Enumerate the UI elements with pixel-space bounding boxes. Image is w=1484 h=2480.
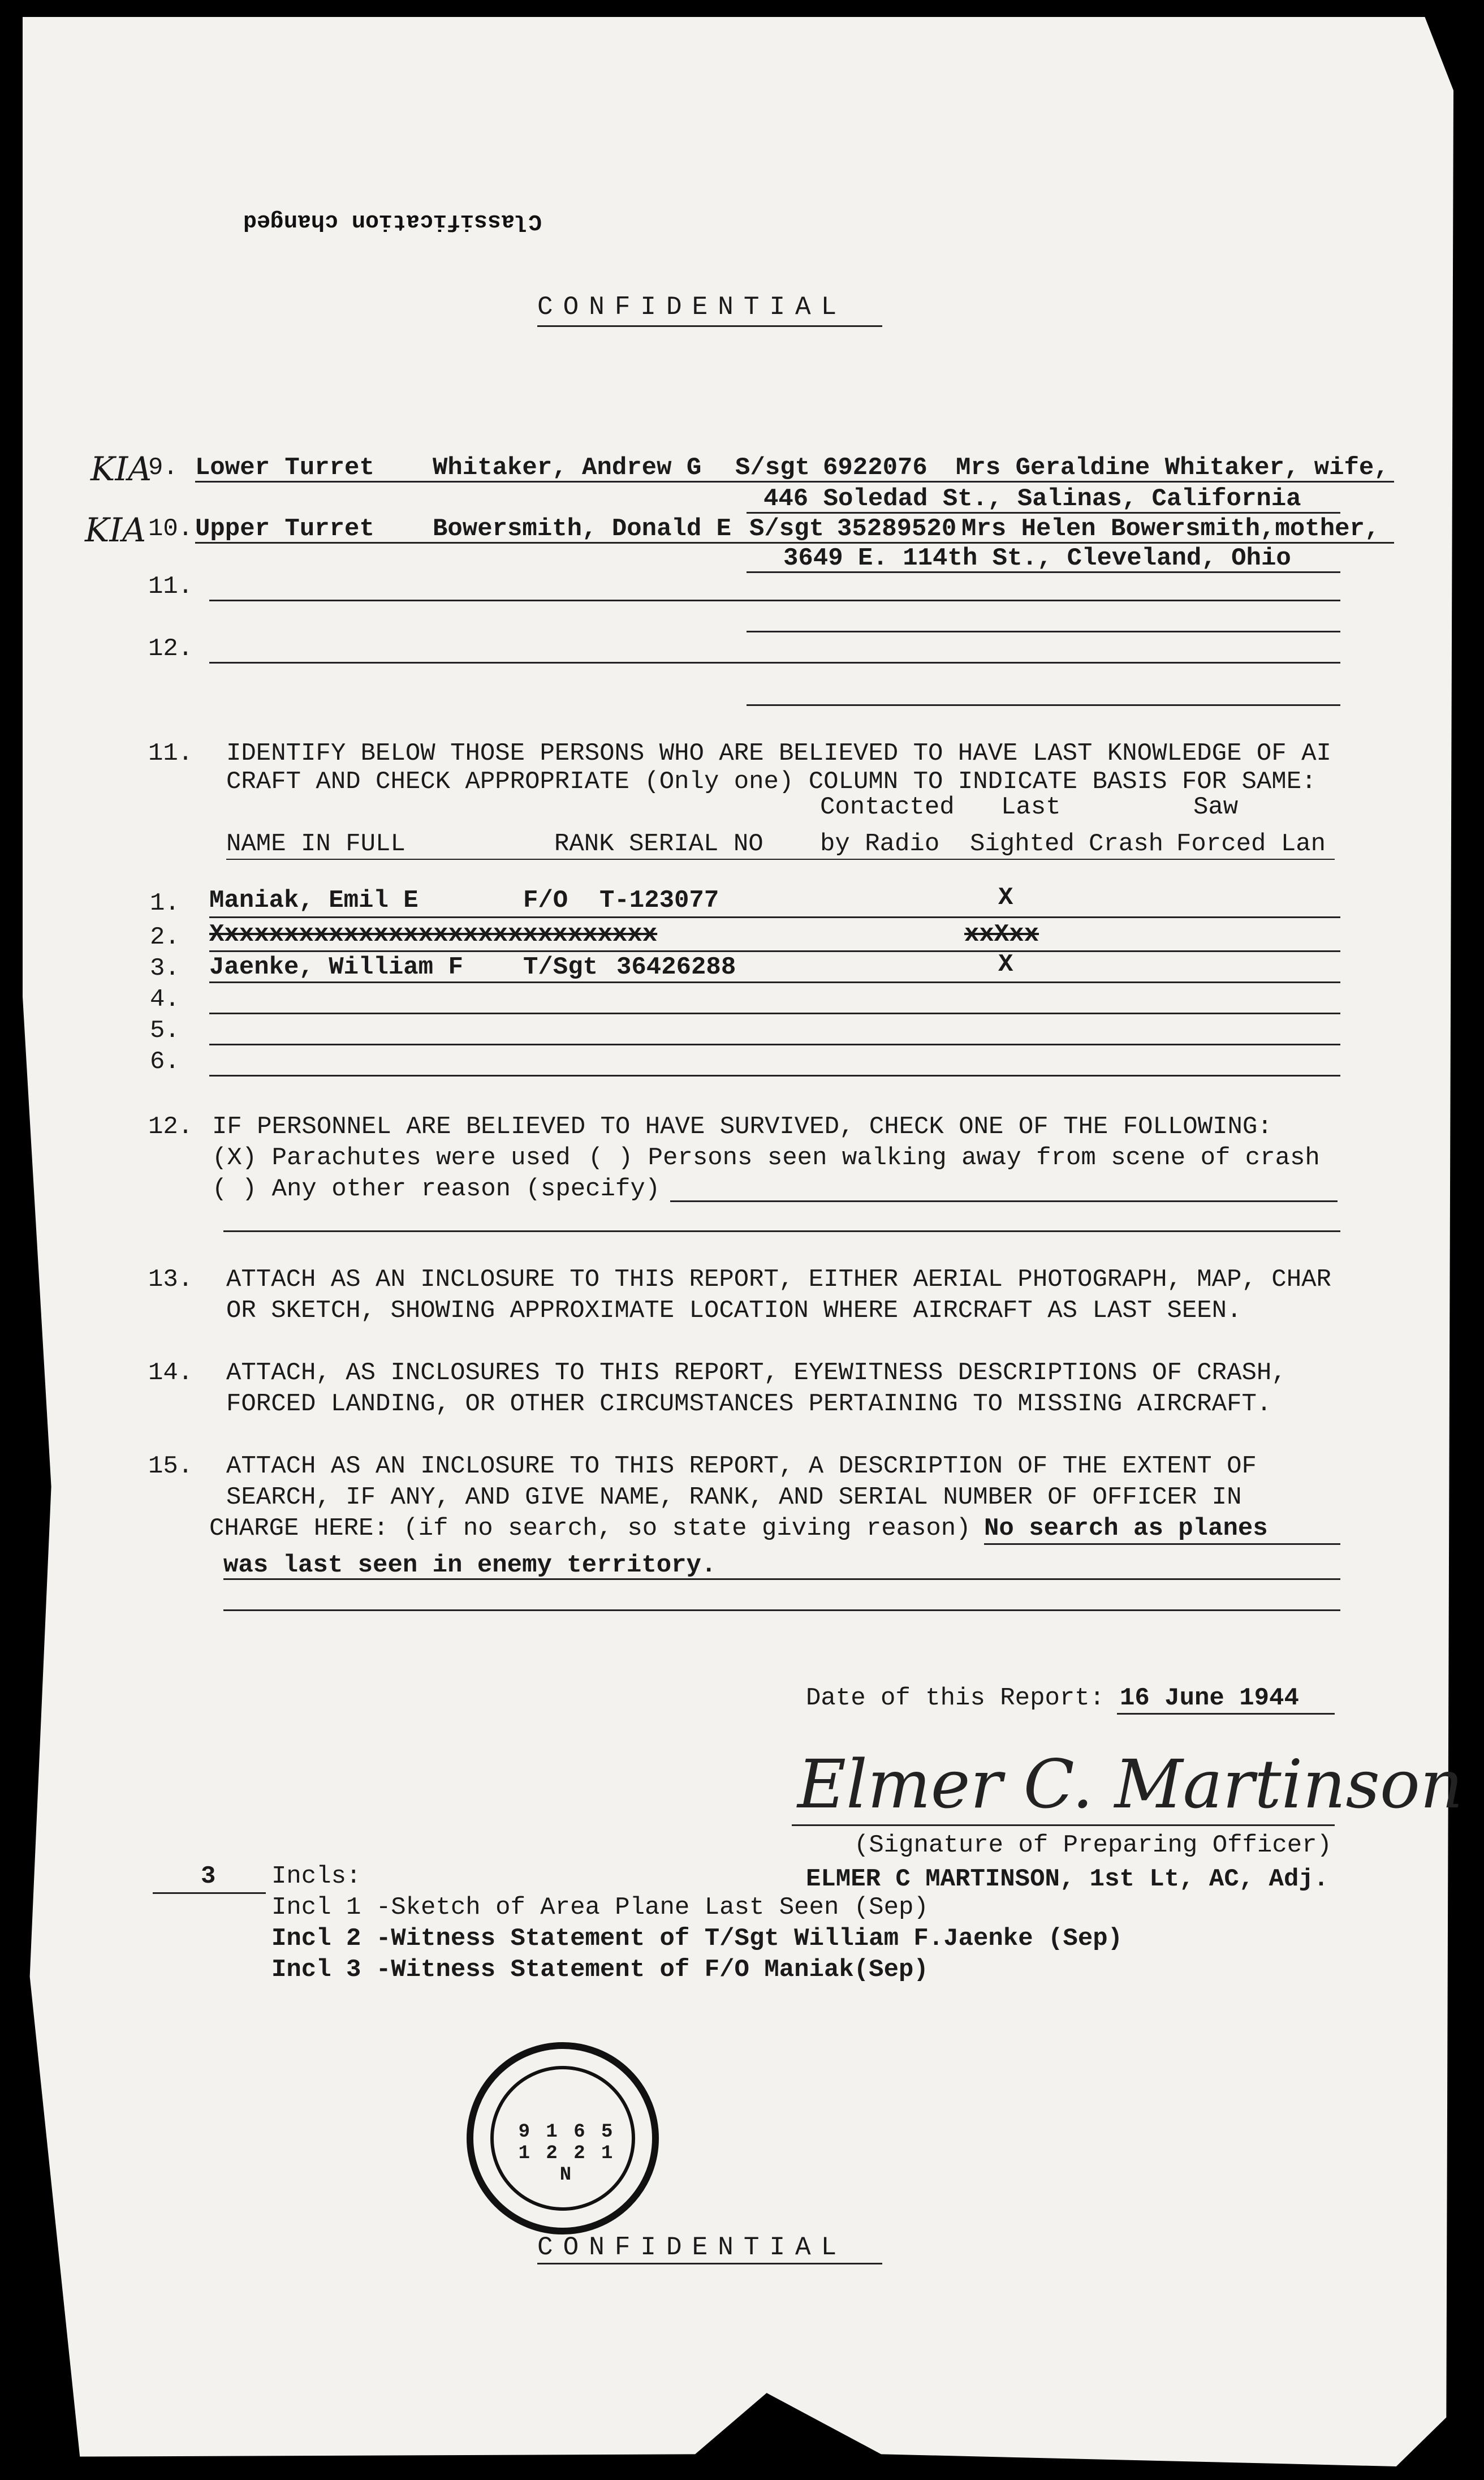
person-serial: 36426288 — [616, 953, 736, 981]
row-line — [747, 512, 1340, 514]
struck-entry: Xxxxxxxxxxxxxxxxxxxxxxxxxxxxxx — [209, 920, 658, 949]
crew-position: Upper Turret — [195, 515, 374, 543]
person-rank: F/O — [523, 886, 568, 915]
row-line — [747, 631, 1340, 632]
crew-next-of-kin: Mrs Helen Bowersmith,mother, — [961, 515, 1380, 543]
row-line — [209, 916, 1340, 918]
sighted-mark: X — [998, 884, 1013, 912]
item-number: 15. — [148, 1452, 193, 1480]
option-walking: ( ) Persons seen walking away from scene of crash — [588, 1144, 1320, 1172]
col-header: by Radio — [820, 830, 940, 858]
crew-num: 11. — [148, 572, 193, 601]
crew-num: 10. — [148, 515, 193, 543]
row-line — [223, 1578, 1340, 1580]
report-date: 16 June 1944 — [1120, 1684, 1299, 1712]
col-header: Contacted — [820, 793, 955, 821]
col-header: Sighted — [970, 830, 1075, 858]
reversed-stamp: Classification changed — [243, 208, 542, 234]
row-line — [209, 1044, 1340, 1045]
sighted-mark: X — [998, 950, 1013, 979]
struck-mark: xxXxx — [964, 920, 1039, 949]
underline — [537, 2263, 882, 2264]
row-num: 5. — [150, 1017, 180, 1045]
inclosure-item: Incl 2 -Witness Statement of T/Sgt William F.Jaenke (Sep) — [271, 1924, 1123, 1953]
row-line — [223, 1230, 1340, 1232]
row-line — [195, 542, 1394, 544]
option-parachutes: (X) Parachutes were used — [212, 1144, 571, 1172]
col-header: RANK SERIAL NO — [554, 830, 763, 858]
item13-text: OR SKETCH, SHOWING APPROXIMATE LOCATION WHERE AIRCRAFT AS LAST SEEN. — [226, 1297, 1242, 1325]
row-line — [747, 571, 1340, 573]
classification-top: CONFIDENTIAL — [537, 292, 847, 322]
item13-text: ATTACH AS AN INCLOSURE TO THIS REPORT, EITHER AERIAL PHOTOGRAPH, MAP, CHAR — [226, 1265, 1331, 1294]
person-name: Maniak, Emil E — [209, 886, 419, 915]
crew-next-of-kin: Mrs Geraldine Whitaker, wife, — [956, 454, 1389, 482]
seal-text: 9 1 6 5 1 2 2 1 N — [518, 2121, 615, 2186]
date-line — [1117, 1713, 1335, 1715]
crew-rank: S/sgt — [749, 515, 825, 543]
col-header: Forced Lan — [1176, 830, 1326, 858]
option-other: ( ) Any other reason (specify) — [212, 1175, 661, 1203]
row-line — [209, 662, 1340, 664]
item-number: 13. — [148, 1265, 193, 1294]
signature-caption: (Signature of Preparing Officer) — [854, 1831, 1332, 1859]
inclosures-label: Incls: — [271, 1862, 361, 1891]
row-num: 3. — [150, 954, 180, 983]
crew-address: 446 Soledad St., Salinas, California — [763, 485, 1301, 513]
row-line — [209, 950, 1340, 952]
item11-text: IDENTIFY BELOW THOSE PERSONS WHO ARE BELIEVED TO HAVE LAST KNOWLEDGE OF AI — [226, 739, 1331, 768]
classification-bottom: CONFIDENTIAL — [537, 2233, 847, 2262]
signature-line — [792, 1824, 1335, 1826]
item12-text: IF PERSONNEL ARE BELIEVED TO HAVE SURVIVED, CHECK ONE OF THE FOLLOWING: — [212, 1113, 1272, 1141]
row-line — [984, 1543, 1340, 1545]
row-num: 4. — [150, 985, 180, 1014]
item15-text: ATTACH AS AN INCLOSURE TO THIS REPORT, A DESCRIPTION OF THE EXTENT OF — [226, 1452, 1257, 1480]
row-line — [209, 1013, 1340, 1014]
row-line — [670, 1200, 1338, 1202]
crew-position: Lower Turret — [195, 454, 374, 482]
crew-name: Bowersmith, Donald E — [433, 515, 732, 543]
item-number: 11. — [148, 739, 193, 768]
person-serial: T-123077 — [599, 886, 719, 915]
date-label: Date of this Report: — [806, 1684, 1105, 1712]
crew-address: 3649 E. 114th St., Cleveland, Ohio — [783, 544, 1291, 572]
row-line — [223, 1609, 1340, 1611]
search-answer: No search as planes — [984, 1514, 1268, 1543]
search-answer: was last seen in enemy territory. — [223, 1551, 717, 1579]
person-name: Jaenke, William F — [209, 953, 463, 981]
row-num: 2. — [150, 923, 180, 951]
count-line — [153, 1892, 266, 1894]
item14-text: FORCED LANDING, OR OTHER CIRCUMSTANCES PERTAINING TO MISSING AIRCRAFT. — [226, 1390, 1272, 1418]
inclosure-item: Incl 3 -Witness Statement of F/O Maniak(Sep) — [271, 1956, 929, 1984]
person-rank: T/Sgt — [523, 953, 598, 981]
crew-serial: 6922076 — [823, 454, 928, 482]
crew-num: 12. — [148, 635, 193, 663]
item14-text: ATTACH, AS INCLOSURES TO THIS REPORT, EYEWITNESS DESCRIPTIONS OF CRASH, — [226, 1359, 1287, 1387]
officer-name: ELMER C MARTINSON, 1st Lt, AC, Adj. — [806, 1865, 1329, 1893]
row-line — [209, 600, 1340, 601]
col-header: Saw — [1193, 793, 1239, 821]
official-seal — [467, 2042, 659, 2234]
row-num: 1. — [150, 889, 180, 918]
item11-text: CRAFT AND CHECK APPROPRIATE (Only one) COLUMN TO INDICATE BASIS FOR SAME: — [226, 768, 1317, 796]
crew-serial: 35289520 — [837, 515, 957, 543]
col-header: NAME IN FULL — [226, 830, 405, 858]
item15-text: SEARCH, IF ANY, AND GIVE NAME, RANK, AND SERIAL NUMBER OF OFFICER IN — [226, 1483, 1242, 1512]
kia-mark: KIA — [85, 511, 146, 549]
underline — [537, 325, 882, 327]
col-header: Crash — [1089, 830, 1164, 858]
document-page — [23, 17, 1453, 2466]
handwritten-signature: Elmer C. Martinson — [797, 1745, 1463, 1823]
row-line — [195, 481, 1394, 483]
row-line — [209, 981, 1340, 983]
row-num: 6. — [150, 1048, 180, 1076]
crew-name: Whitaker, Andrew G — [433, 454, 702, 482]
row-line — [747, 704, 1340, 706]
inclosure-count: 3 — [201, 1862, 216, 1891]
header-underline — [226, 859, 1335, 860]
item-number: 14. — [148, 1359, 193, 1387]
item-number: 12. — [148, 1113, 193, 1141]
kia-mark: KIA — [90, 450, 152, 488]
row-line — [209, 1075, 1340, 1077]
col-header: Last — [1001, 793, 1061, 821]
crew-num: 9. — [148, 454, 178, 482]
item15-text: CHARGE HERE: (if no search, so state giving reason) — [209, 1514, 971, 1543]
crew-rank: S/sgt — [735, 454, 810, 482]
inclosure-item: Incl 1 -Sketch of Area Plane Last Seen (Sep) — [271, 1893, 929, 1922]
